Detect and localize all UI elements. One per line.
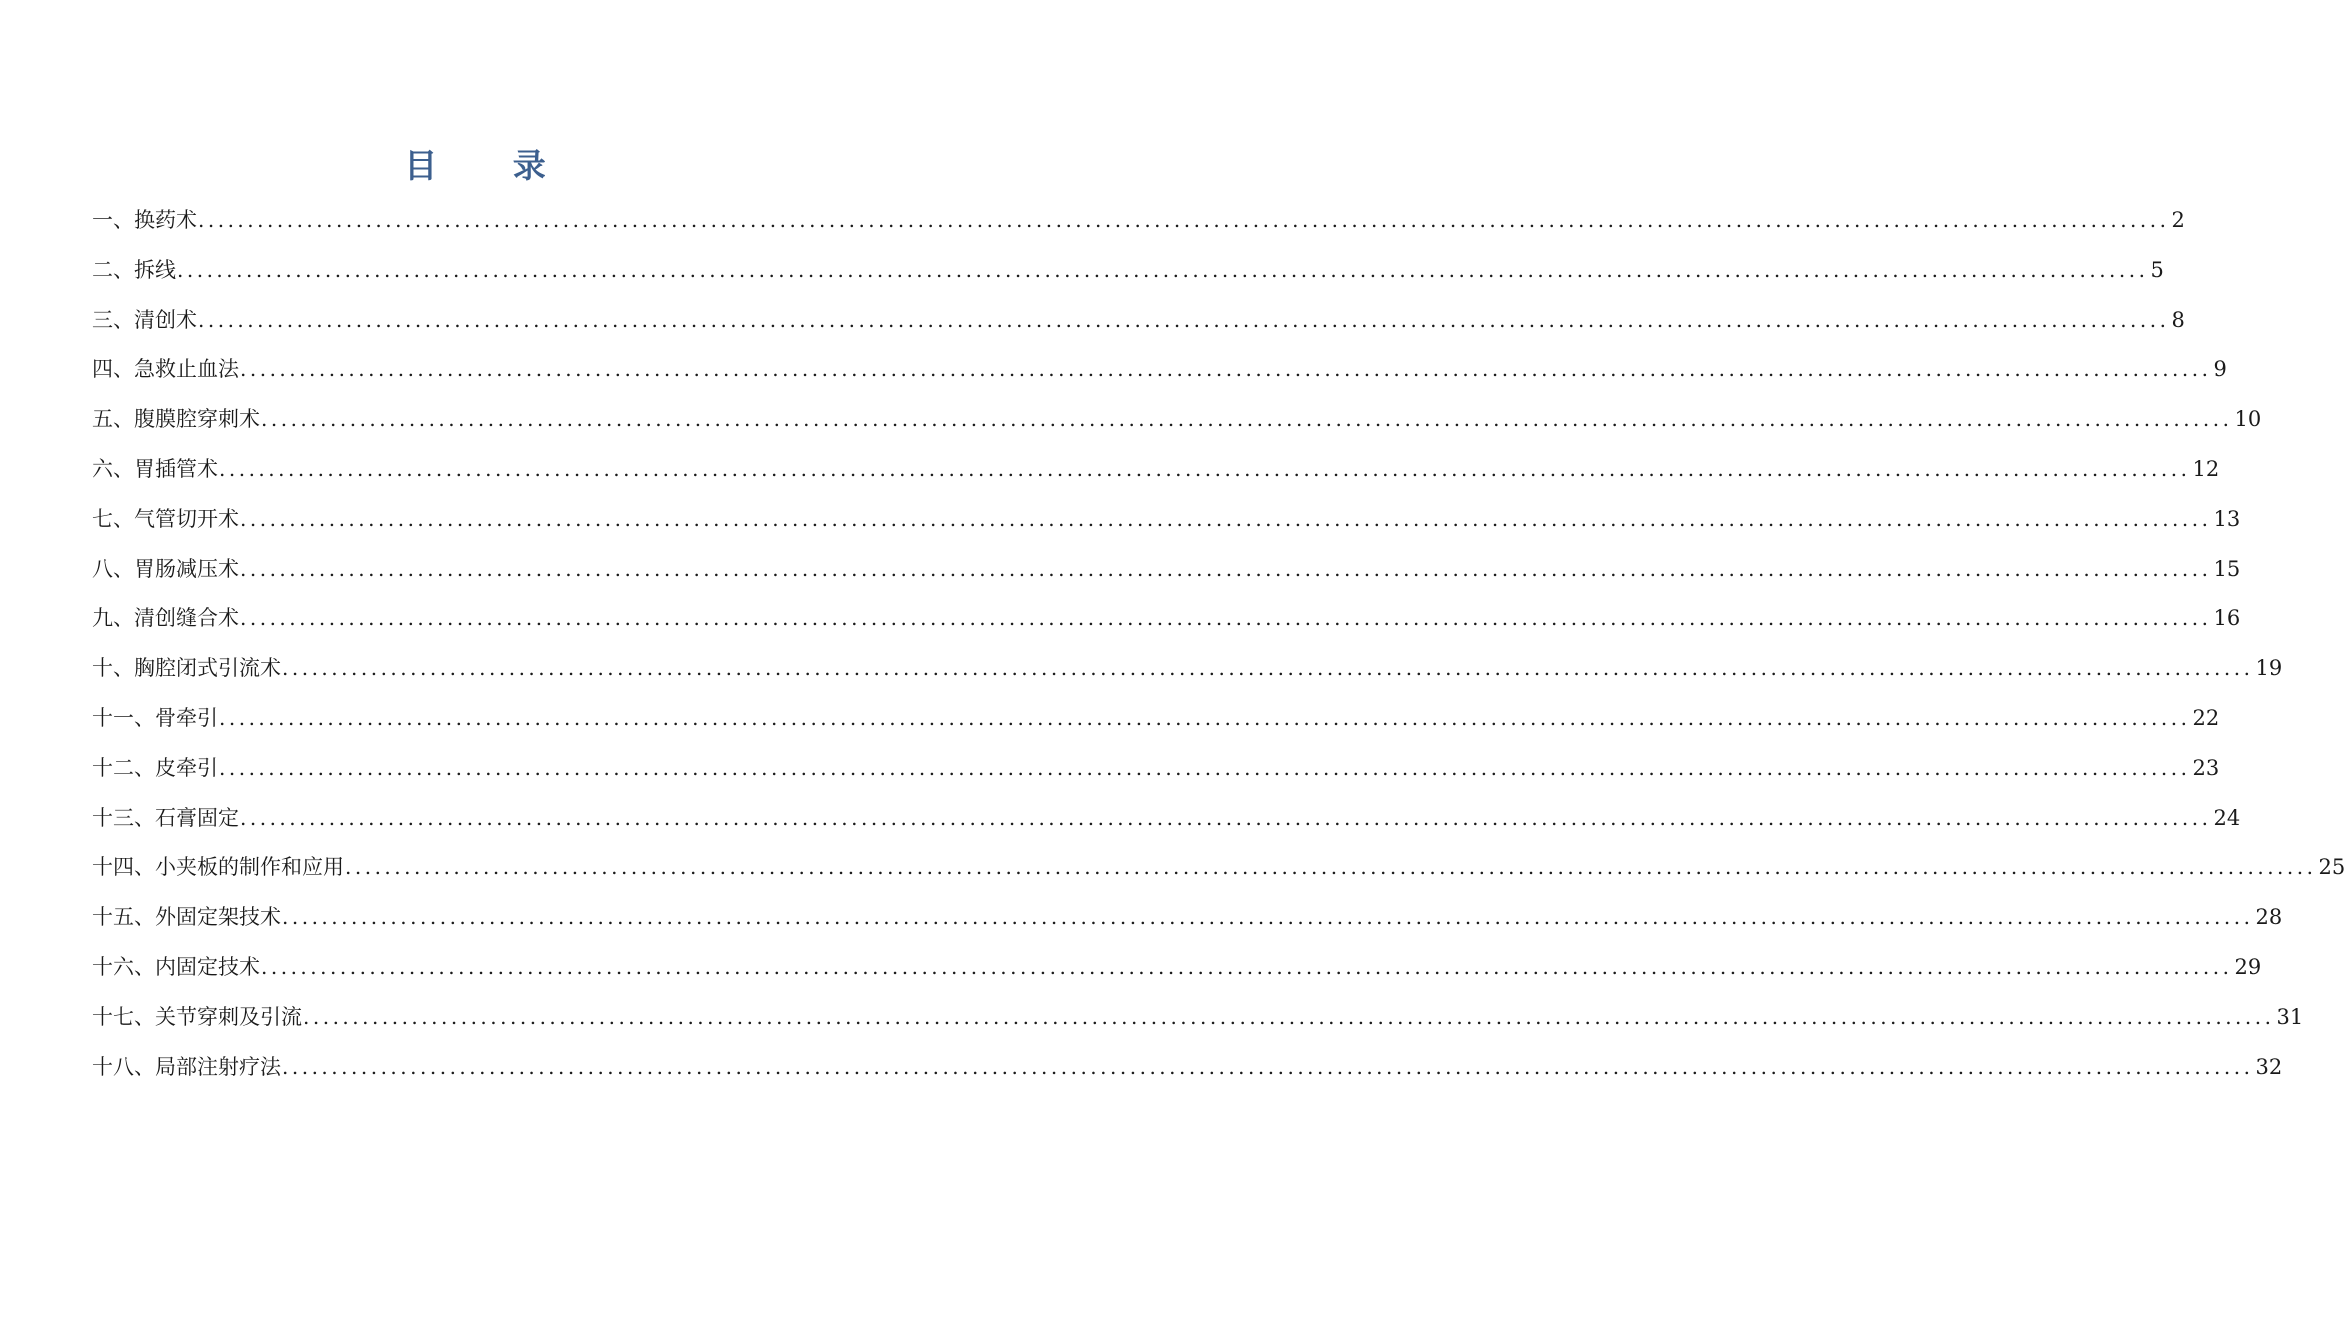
toc-entry-label: 十八、局部注射疗法 (92, 1054, 281, 1079)
toc-entry-label: 十五、外固定架技术 (92, 905, 281, 930)
toc-entry-page: 8 (2171, 307, 2185, 332)
dot-leader: ........................................................................................................................................................................................................ (282, 656, 2254, 681)
toc-entry-label: 八、胃肠减压术 (92, 556, 239, 581)
dot-leader: ........................................................................................................................................................................................................ (219, 755, 2191, 780)
toc-entry[interactable] (92, 794, 2241, 844)
toc-entry[interactable] (92, 694, 2220, 744)
toc-entry[interactable] (92, 246, 2164, 296)
dot-leader: ........................................................................................................................................................................................................ (240, 556, 2212, 581)
toc-entry[interactable] (92, 495, 2241, 545)
dot-leader: ........................................................................................................................................................................................................ (282, 1054, 2254, 1079)
toc-entry-page: 13 (2213, 506, 2241, 531)
dot-leader: ........................................................................................................................................................................................................ (240, 606, 2212, 631)
toc-entry[interactable] (92, 644, 2283, 694)
dot-leader: ........................................................................................................................................................................................................ (198, 208, 2170, 232)
dot-leader: ........................................................................................................................................................................................................ (240, 506, 2212, 531)
toc-entry-label: 四、急救止血法 (92, 357, 239, 382)
toc-entry-label: 十七、关节穿刺及引流 (92, 1004, 302, 1029)
toc-entry-page: 25 (2318, 855, 2345, 880)
toc-entry[interactable] (92, 445, 2220, 495)
toc-entry-label: 十三、石膏固定 (92, 805, 239, 830)
toc-entry[interactable] (92, 196, 2185, 246)
toc-entry-page: 24 (2213, 805, 2241, 830)
dot-leader: ........................................................................................................................................................................................................ (261, 407, 2233, 432)
toc-entry[interactable] (92, 296, 2185, 346)
toc-entry-label: 十四、小夹板的制作和应用 (92, 855, 344, 880)
toc-entry-label: 十、胸腔闭式引流术 (92, 656, 281, 681)
dot-leader: ........................................................................................................................................................................................................ (198, 307, 2170, 332)
toc-entry-label: 五、腹膜腔穿刺术 (92, 407, 260, 432)
toc-entry[interactable] (92, 993, 2304, 1043)
toc-entry[interactable] (92, 893, 2283, 943)
toc-entry-label: 六、胃插管术 (92, 456, 218, 481)
toc-entry-page: 16 (2213, 606, 2241, 631)
toc-entry-page: 10 (2234, 407, 2262, 432)
toc-entry[interactable] (92, 943, 2262, 993)
toc-entry-label: 七、气管切开术 (92, 506, 239, 531)
toc-entry-label: 九、清创缝合术 (92, 606, 239, 631)
toc-list (92, 196, 2345, 1092)
toc-entry-page: 32 (2255, 1054, 2283, 1079)
toc-entry-page: 28 (2255, 905, 2283, 930)
toc-entry-page: 2 (2171, 208, 2185, 232)
toc-entry-page: 29 (2234, 954, 2262, 979)
toc-entry-page: 12 (2192, 456, 2220, 481)
toc-entry-page: 31 (2276, 1004, 2304, 1029)
toc-entry-page: 22 (2192, 705, 2220, 730)
toc-entry[interactable] (92, 843, 2345, 893)
toc-title: 目 录 (404, 146, 578, 185)
toc-entry-label: 十二、皮牵引 (92, 755, 218, 780)
toc-entry-page: 19 (2255, 656, 2283, 681)
toc-entry-label: 三、清创术 (92, 307, 197, 332)
toc-entry-label: 十一、骨牵引 (92, 705, 218, 730)
toc-entry-label: 一、换药术 (92, 208, 197, 232)
toc-entry-label: 二、拆线 (92, 257, 176, 282)
toc-entry-page: 9 (2213, 357, 2227, 382)
dot-leader: ........................................................................................................................................................................................................ (345, 855, 2317, 880)
dot-leader: ........................................................................................................................................................................................................ (240, 357, 2212, 382)
toc-entry[interactable] (92, 545, 2241, 595)
dot-leader: ........................................................................................................................................................................................................ (282, 905, 2254, 930)
toc-entry[interactable] (92, 1043, 2283, 1093)
toc-entry-page: 5 (2150, 257, 2164, 282)
dot-leader: ........................................................................................................................................................................................................ (219, 456, 2191, 481)
dot-leader: ........................................................................................................................................................................................................ (303, 1004, 2275, 1029)
dot-leader: ........................................................................................................................................................................................................ (219, 705, 2191, 730)
toc-entry[interactable] (92, 744, 2220, 794)
toc-entry[interactable] (92, 594, 2241, 644)
dot-leader: ........................................................................................................................................................................................................ (177, 257, 2149, 282)
toc-entry-page: 15 (2213, 556, 2241, 581)
toc-entry-page: 23 (2192, 755, 2220, 780)
toc-entry-label: 十六、内固定技术 (92, 954, 260, 979)
toc-entry[interactable] (92, 395, 2262, 445)
dot-leader: ........................................................................................................................................................................................................ (240, 805, 2212, 830)
toc-entry[interactable] (92, 345, 2227, 395)
dot-leader: ........................................................................................................................................................................................................ (261, 954, 2233, 979)
